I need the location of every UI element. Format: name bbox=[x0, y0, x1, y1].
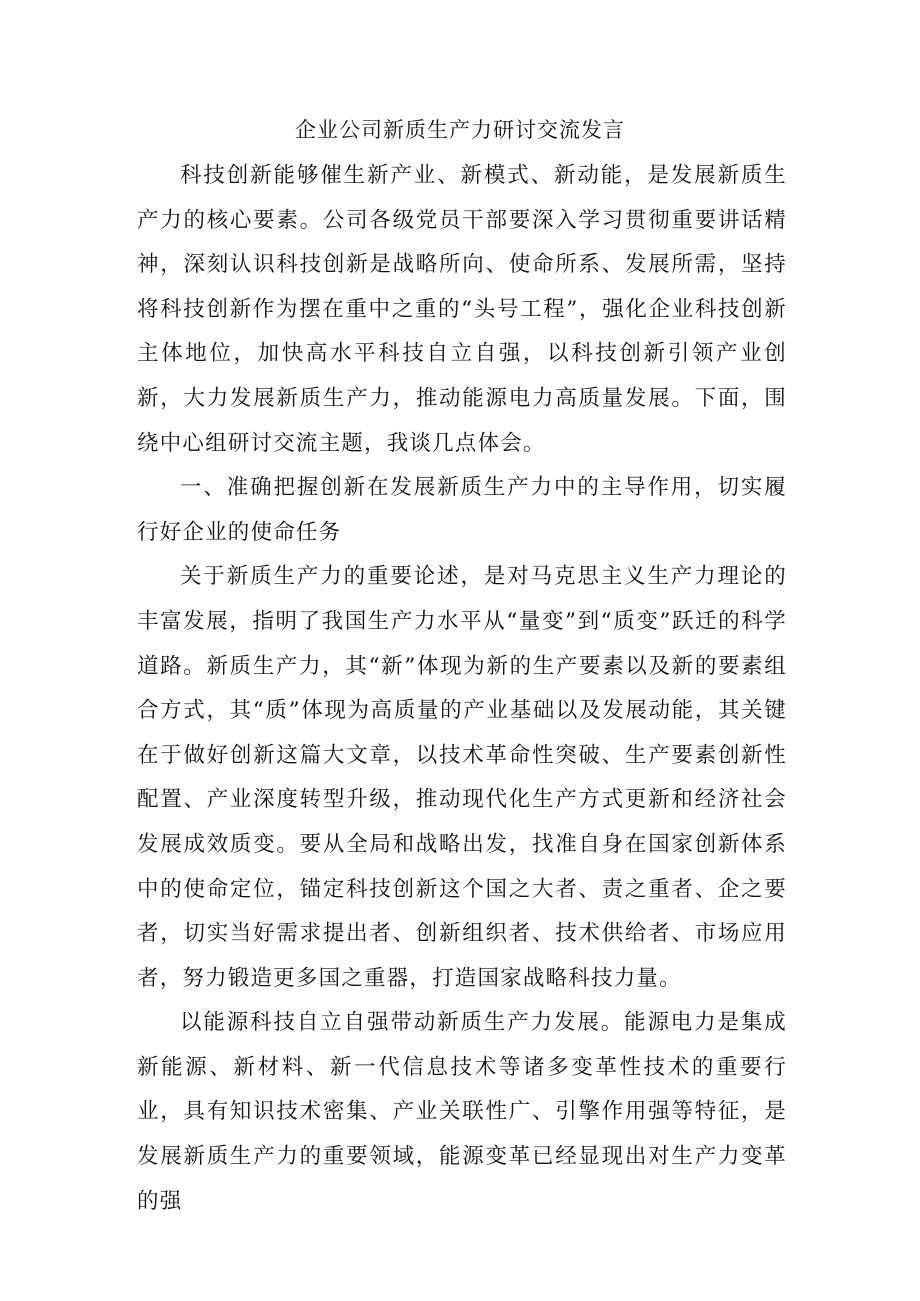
paragraph-section-1: 关于新质生产力的重要论述，是对马克思主义生产力理论的丰富发展，指明了我国生产力水平从“量变”到“质变”跃迁的科学道路。新质生产力，其“新”体现为新的生产要素以及新的要素组合方式，其“质”体现为高质量的产业基础以及发展动能，其关键在于做好创新这篇大文章，以技术革命性突破、生产要素创新性配置、产业深度转型升级，推动现代化生产方式更新和经济社会发展成效质变。要从全局和战略出发，找准自身在国家创新体系中的使命定位，锚定科技创新这个国之大者、责之重者、企之要者，切实当好需求提出者、创新组织者、技术供给者、市场应用者，努力锻造更多国之重器，打造国家战略科技力量。 bbox=[137, 564, 787, 991]
section-heading-1: 一、准确把握创新在发展新质生产力中的主导作用，切实履行好企业的使命任务 bbox=[137, 475, 787, 545]
document-title: 企业公司新质生产力研讨交流发言 bbox=[295, 118, 625, 142]
paragraph-intro: 科技创新能够催生新产业、新模式、新动能，是发展新质生产力的核心要素。公司各级党员干部要深入学习贯彻重要讲话精神，深刻认识科技创新是战略所向、使命所系、发展所需，坚持将科技创新作为摆在重中之重的“头号工程”，强化企业科技创新主体地位，加快高水平科技自立自强，以科技创新引领产业创新，大力发展新质生产力，推动能源电力高质量发展。下面，围绕中心组研讨交流主题，我谈几点体会。 bbox=[137, 163, 787, 456]
document-body bbox=[137, 154, 787, 1224]
paragraph-energy: 以能源科技自立自强带动新质生产力发展。能源电力是集成新能源、新材料、新一代信息技术等诸多变革性技术的重要行业，具有知识技术密集、产业关联性广、引擎作用强等特征，是发展新质生产力的重要领域，能源变革已经显现出对生产力变革的强 bbox=[137, 1010, 787, 1214]
